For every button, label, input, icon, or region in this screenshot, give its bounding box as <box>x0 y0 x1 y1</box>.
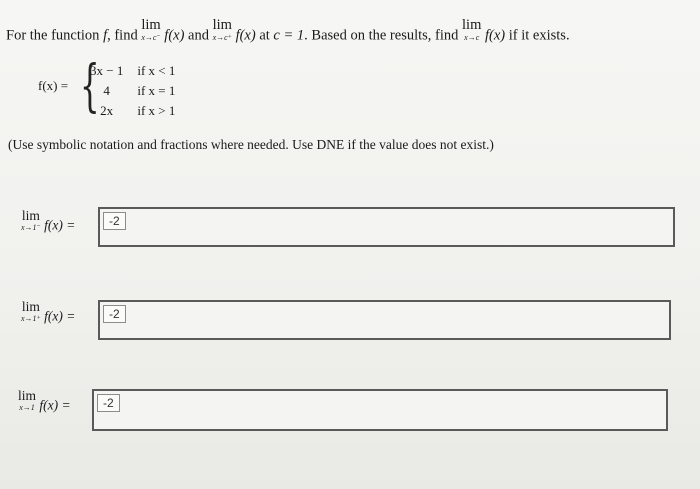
lim-subscript: x→1 <box>19 402 35 412</box>
lim-notation <box>21 300 41 323</box>
function-expr: f(x) <box>235 27 256 44</box>
limit-left-notation <box>141 18 160 42</box>
function-expr: f(x) <box>485 27 506 44</box>
lim-word: lim <box>462 17 482 33</box>
case-condition: if x < 1 <box>137 63 176 78</box>
right-limit-label <box>21 300 75 325</box>
case-condition: if x > 1 <box>137 103 176 118</box>
lim-notation <box>18 389 36 412</box>
left-limit-answer-field[interactable] <box>98 207 675 247</box>
case-expression: 3x − 1 <box>90 63 124 78</box>
answer-value[interactable]: -2 <box>97 394 120 412</box>
function-expr: f(x) = <box>44 217 76 233</box>
prompt-text: . Based on the results, find <box>304 27 463 44</box>
answer-value[interactable]: -2 <box>103 305 126 323</box>
prompt-text: at <box>255 27 274 44</box>
answer-value[interactable]: -2 <box>103 212 126 230</box>
function-expr: f(x) = <box>39 397 71 413</box>
prompt-text: For the function <box>6 27 104 44</box>
lim-notation <box>21 209 41 232</box>
function-lhs: f(x) = <box>38 78 69 93</box>
case-expression: 2x <box>100 103 114 118</box>
limit-two-sided-notation <box>462 18 481 42</box>
limit-right-notation <box>213 18 232 42</box>
function-expr: f(x) = <box>44 308 76 324</box>
case-expression: 4 <box>103 83 110 98</box>
lim-word: lim <box>141 17 161 33</box>
function-name: f <box>103 27 108 44</box>
lim-word: lim <box>21 299 40 314</box>
right-limit-answer-field[interactable] <box>98 300 671 340</box>
lim-word: lim <box>18 388 37 403</box>
lim-subscript: x→c⁻ <box>141 32 161 42</box>
instructions-note: (Use symbolic notation and fractions where needed. Use DNE if the value does not exist.) <box>8 137 494 152</box>
function-expr: f(x) <box>164 27 185 44</box>
lim-word: lim <box>212 17 232 33</box>
left-limit-label <box>21 209 75 234</box>
lim-subscript: x→c <box>464 32 480 42</box>
lim-subscript: x→1⁻ <box>21 222 41 232</box>
piecewise-cases <box>90 62 183 122</box>
prompt-text: , find <box>107 27 142 44</box>
two-sided-limit-answer-field[interactable] <box>92 389 668 431</box>
left-brace-icon: { <box>80 54 100 119</box>
lim-word: lim <box>21 208 40 223</box>
lim-subscript: x→c⁺ <box>212 32 232 42</box>
case-row <box>90 62 183 82</box>
problem-prompt <box>6 18 570 45</box>
case-row <box>90 82 183 102</box>
prompt-text: if it exists. <box>505 27 570 44</box>
two-sided-limit-label <box>18 389 71 414</box>
c-value: c = 1 <box>273 27 305 44</box>
lim-subscript: x→1⁺ <box>21 313 41 323</box>
case-row <box>90 102 183 122</box>
prompt-text: and <box>184 27 213 44</box>
case-condition: if x = 1 <box>137 83 176 98</box>
